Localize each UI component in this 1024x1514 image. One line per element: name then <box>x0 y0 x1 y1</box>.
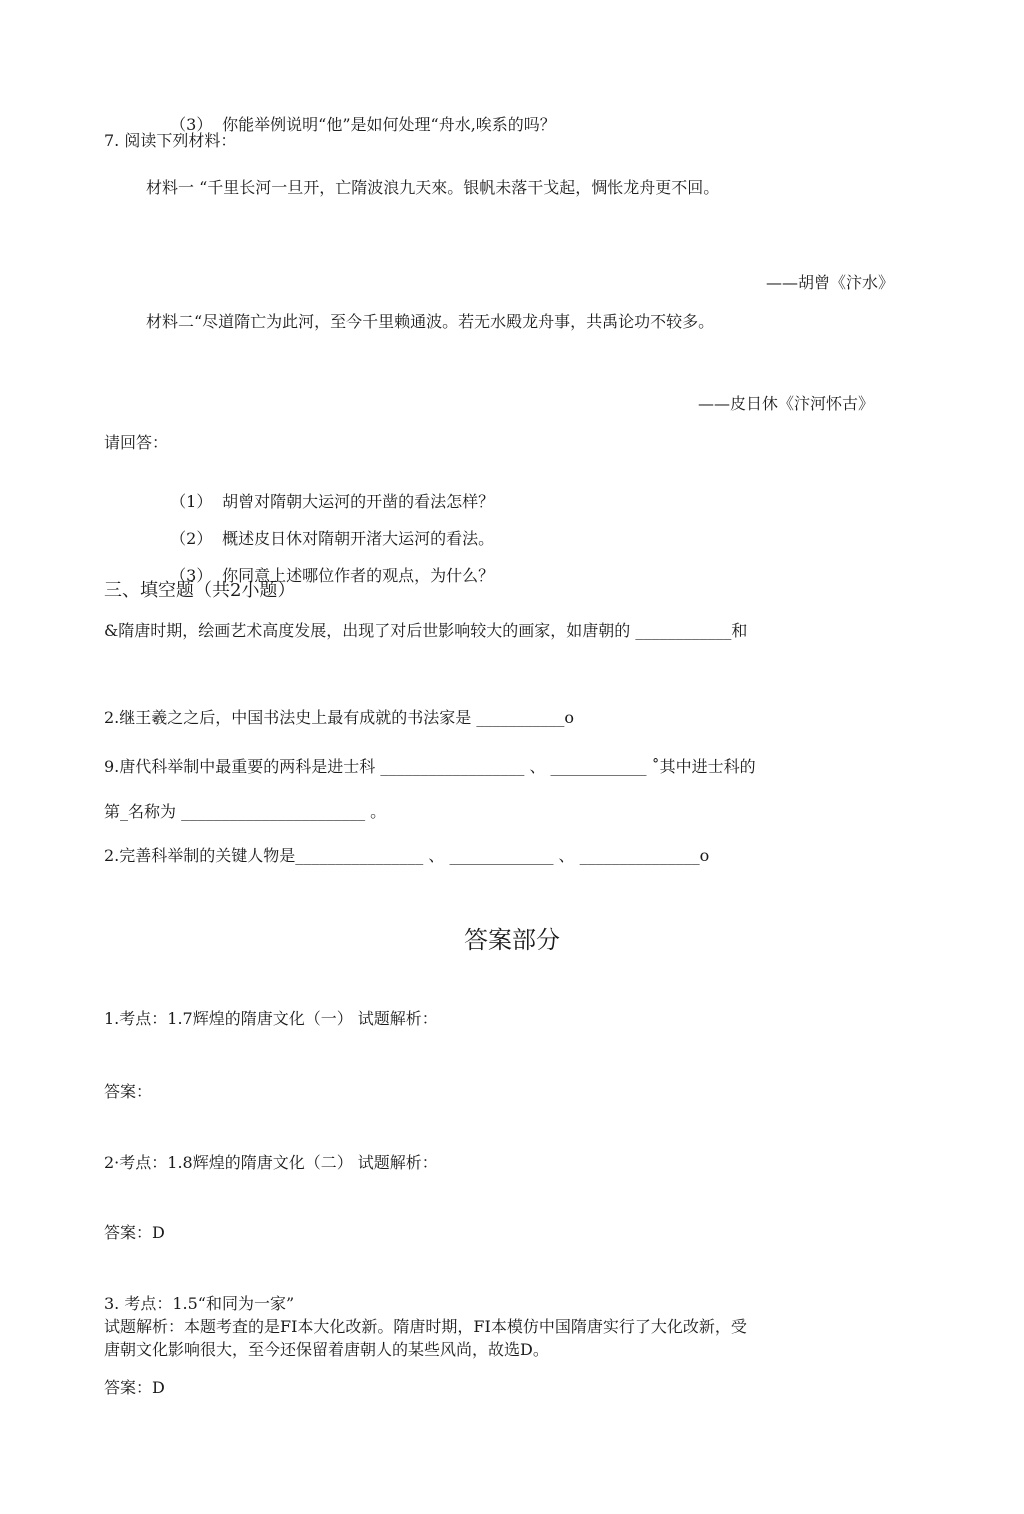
answer2-answer: 答案：D <box>104 1223 165 1242</box>
answer3-analysis-line2: 唐朝文化影响很大，至今还保留着唐朝人的某些风尚，故选D。 <box>104 1340 549 1359</box>
q7-sub2-text: 概述皮日休对隋朝开渚大运河的看法。 <box>222 529 495 548</box>
q7-sub2-number: （2） <box>170 529 213 548</box>
answer3-point: 3. 考点：1.5“和同为一家” <box>104 1294 295 1313</box>
fill-q9b: 第_名称为 _______________________ 。 <box>104 802 387 821</box>
fill-q9c: 2.完善科举制的关键人物是________________ 、 _____________ 、 _______________o <box>104 846 710 865</box>
q7-sub1-text: 胡曾对隋朝大运河的开凿的看法怎样？ <box>222 492 495 511</box>
q6-sub3-text: 你能举例说明“他”是如何处理“舟水,唉系的吗？ <box>222 115 556 134</box>
q7-sub3-number: （3） <box>170 566 213 585</box>
q7-material2: 材料二“尽道隋亡为此河，至今千里赖通波。若无水殿龙舟事，共禹论功不较多。 <box>146 312 715 331</box>
fill-q8: &隋唐时期，绘画艺术高度发展，出现了对后世影响较大的画家，如唐朝的 ____________和 <box>104 621 748 640</box>
answer3-answer: 答案：D <box>104 1378 165 1397</box>
q7-sub1-number: （1） <box>170 492 213 511</box>
fill-q9: 9.唐代科举制中最重要的两科是进士科 __________________ 、 ____________ ˚其中进士科的 <box>104 757 756 776</box>
answers-heading: 答案部分 <box>464 926 560 954</box>
fill-q8b: 2.继王羲之之后，中国书法史上最有成就的书法家是 ___________o <box>104 708 574 727</box>
q7-material1: 材料一 “千里长河一旦开，亡隋波浪九天來。银帆未落干戈起，惆怅龙舟更不回。 <box>146 178 720 197</box>
q7-title: 7. 阅读下列材料： <box>104 131 237 150</box>
q7-sub3-text: 你同意上述哪位作者的观点，为什么？ <box>222 566 495 585</box>
q6-sub3-number: （3） <box>170 115 213 134</box>
q7-material1-source: ——胡曾《汴水》 <box>766 273 895 292</box>
q7-material2-source: ——皮日休《汴河怀古》 <box>698 394 875 413</box>
answer1-answer: 答案： <box>104 1082 153 1101</box>
answer2-point: 2·考点：1.8辉煌的隋唐文化（二） 试题解析： <box>104 1153 438 1172</box>
q7-ask: 请回答： <box>104 433 169 452</box>
section3-title: 三、填空题（共2小题） <box>104 580 296 601</box>
answer3-analysis-line1: 试题解析：本题考査的是FI本大化改新。隋唐时期，FI本模仿中国隋唐实行了大化改新，受 <box>104 1317 747 1336</box>
answer1-point: 1.考点：1.7辉煌的隋唐文化（一） 试题解析： <box>104 1009 438 1028</box>
